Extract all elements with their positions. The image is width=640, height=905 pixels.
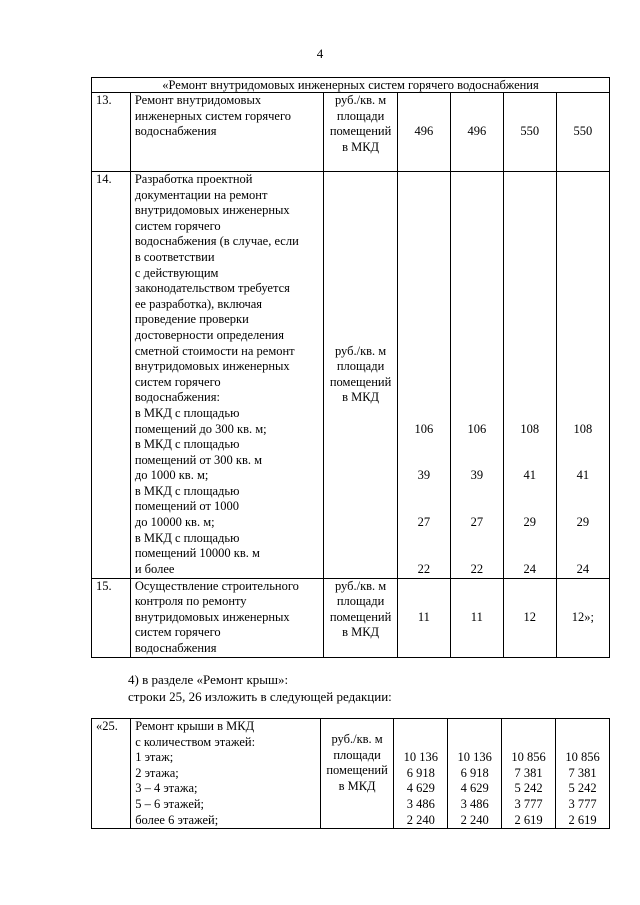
value-cell: 6 918 [460, 765, 489, 780]
name-line: систем горячего [134, 374, 221, 389]
value-cell: 496 [397, 93, 450, 172]
value-cell: 39 [470, 468, 484, 483]
name-line: и более [134, 561, 175, 576]
name-line: ее разработка), включая [134, 296, 263, 311]
unit-line: площади [336, 108, 385, 123]
row-name [130, 172, 323, 579]
name-line: водоснабжения (в случае, если [134, 234, 299, 249]
unit-line: руб./кв. м [334, 93, 387, 107]
value-column [394, 719, 448, 829]
name-line: водоснабжения [134, 640, 217, 655]
unit-line: площади [336, 359, 385, 374]
value-column [448, 719, 502, 829]
row-unit [324, 93, 398, 172]
unit-line: помещений [329, 609, 392, 624]
name-line: 1 этаж; [135, 750, 174, 765]
page-number: 4 [316, 46, 324, 61]
value-cell: 3 486 [406, 796, 435, 811]
name-line: 2 этажа; [135, 765, 179, 780]
name-line: в МКД с площадью [134, 405, 240, 420]
name-line: Ремонт крыши в МКД [135, 719, 255, 733]
name-line: 3 – 4 этажа; [135, 781, 198, 796]
value-cell: 7 381 [514, 765, 543, 780]
section-header-row [92, 78, 610, 93]
row-name [131, 719, 321, 829]
name-line: контроля по ремонту [134, 594, 247, 609]
name-line: до 10000 кв. м; [134, 515, 215, 530]
table-row-15 [92, 578, 610, 657]
unit-line: руб./кв. м [331, 732, 383, 746]
value-cell: 24 [576, 561, 590, 576]
name-line: документации на ремонт [134, 187, 268, 202]
name-line: проведение проверки [134, 312, 249, 327]
value-cell: 6 918 [406, 765, 435, 780]
unit-line: помещений [329, 124, 392, 139]
unit-line: в МКД [342, 390, 380, 405]
name-line: в соответствии [134, 249, 215, 264]
value-cell: 106 [414, 421, 434, 436]
table-row-25 [92, 719, 610, 829]
value-column [556, 719, 610, 829]
unit-line: площади [333, 747, 381, 762]
name-line: в МКД с площадью [134, 437, 240, 452]
name-line: сметной стоимости на ремонт [134, 343, 295, 358]
hot-water-table [91, 77, 610, 658]
table-row-13 [92, 93, 610, 172]
value-column [397, 172, 450, 579]
value-cell: 41 [523, 468, 537, 483]
value-cell: 108 [573, 421, 593, 436]
name-line: достоверности определения [134, 327, 284, 342]
row-unit [324, 578, 398, 657]
value-cell: 12»; [556, 578, 609, 657]
value-cell: 22 [470, 561, 484, 576]
unit-line: помещений [326, 763, 388, 778]
name-line: систем горячего [134, 625, 221, 640]
value-cell: 10 856 [565, 750, 600, 765]
value-cell: 2 619 [568, 812, 597, 827]
row-number: 13. [92, 93, 131, 172]
name-line: более 6 этажей; [135, 812, 219, 827]
row-number: 15. [92, 578, 131, 657]
value-cell: 3 777 [568, 796, 597, 811]
name-line: помещений до 300 кв. м; [134, 421, 267, 436]
value-cell: 10 136 [457, 750, 492, 765]
value-cell: 11 [397, 578, 450, 657]
name-line: водоснабжения [134, 124, 217, 139]
row-unit [320, 719, 394, 829]
value-cell: 5 242 [514, 781, 543, 796]
value-cell: 550 [503, 93, 556, 172]
value-cell: 3 486 [460, 796, 489, 811]
unit-line: помещений [329, 374, 392, 389]
name-line: инженерных систем горячего [134, 108, 292, 123]
paragraph-rows: строки 25, 26 изложить в следующей редакции: [128, 689, 392, 704]
unit-line: площади [336, 594, 385, 609]
unit-line: в МКД [342, 139, 380, 154]
name-line: Разработка проектной [134, 172, 253, 186]
value-cell: 7 381 [568, 765, 597, 780]
name-line: внутридомовых инженерных [134, 203, 290, 218]
unit-line: руб./кв. м [334, 578, 387, 593]
name-line: с количеством этажей: [135, 734, 256, 749]
value-column [502, 719, 556, 829]
row-number: «25. [92, 719, 131, 829]
value-cell: 12 [503, 578, 556, 657]
name-line: в МКД с площадью [134, 530, 240, 545]
row-unit [324, 172, 398, 579]
value-cell: 10 136 [403, 750, 438, 765]
value-cell: 27 [470, 515, 484, 530]
value-cell: 22 [417, 561, 431, 576]
value-cell: 2 619 [514, 812, 543, 827]
name-line: в МКД с площадью [134, 483, 240, 498]
value-cell: 39 [417, 468, 431, 483]
value-cell: 4 629 [406, 781, 435, 796]
name-line: законодательством требуется [134, 281, 290, 296]
name-line: 5 – 6 этажей; [135, 796, 205, 811]
section-header: «Ремонт внутридомовых инженерных систем горячего водоснабжения [92, 78, 610, 93]
value-cell: 496 [450, 93, 503, 172]
value-cell: 29 [576, 515, 590, 530]
value-cell: 3 777 [514, 796, 543, 811]
value-cell: 106 [467, 421, 487, 436]
name-line: до 1000 кв. м; [134, 468, 209, 483]
name-line: помещений 10000 кв. м [134, 546, 260, 561]
value-cell: 11 [450, 578, 503, 657]
name-line: помещений от 1000 [134, 499, 240, 514]
value-cell: 108 [520, 421, 540, 436]
value-cell: 24 [523, 561, 537, 576]
value-cell: 2 240 [460, 812, 489, 827]
value-cell: 10 856 [511, 750, 546, 765]
name-line: помещений от 300 кв. м [134, 452, 263, 467]
value-cell: 29 [523, 515, 537, 530]
paragraph-roofs: 4) в разделе «Ремонт крыш»: [128, 672, 289, 687]
unit-line: в МКД [342, 625, 380, 640]
value-column [503, 172, 556, 579]
value-cell: 2 240 [406, 812, 435, 827]
value-column [450, 172, 503, 579]
value-cell: 41 [576, 468, 590, 483]
name-line: систем горячего [134, 218, 221, 233]
value-cell: 5 242 [568, 781, 597, 796]
table-row-14 [92, 172, 610, 579]
row-name [130, 93, 323, 172]
value-cell: 27 [417, 515, 431, 530]
unit-line: в МКД [338, 778, 376, 793]
value-cell: 550 [556, 93, 609, 172]
row-number: 14. [92, 172, 131, 579]
roof-table [91, 718, 610, 829]
name-line: Осуществление строительного [134, 578, 299, 593]
name-line: внутридомовых инженерных [134, 359, 290, 374]
name-line: Ремонт внутридомовых [134, 93, 262, 107]
unit-line: руб./кв. м [334, 343, 387, 358]
row-name [130, 578, 323, 657]
name-line: внутридомовых инженерных [134, 609, 290, 624]
name-line: водоснабжения: [134, 390, 220, 405]
value-cell: 4 629 [460, 781, 489, 796]
value-column [556, 172, 609, 579]
name-line: с действующим [134, 265, 219, 280]
